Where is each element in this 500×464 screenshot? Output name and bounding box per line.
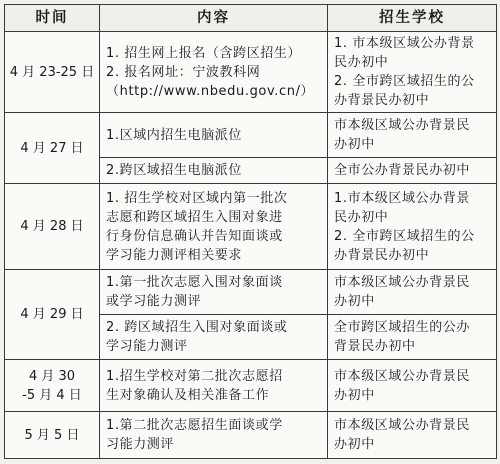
school-line: 2. 全市跨区域招生的公 (334, 74, 475, 89)
content-line: （http://www.nbedu.gov.cn/） (106, 83, 315, 99)
content-line: 习能力测评 (106, 437, 175, 452)
content-line: 学习能力测评相关要求 (106, 247, 243, 263)
school-line: 民办初中 (334, 55, 389, 70)
school-line: 民办初中 (334, 209, 389, 225)
school-cell (328, 184, 497, 270)
content-line: 1. 招生学校对区域内第一批次 (106, 190, 288, 206)
table-row (5, 113, 497, 158)
school-line: 2. 全市跨区域招生的公 (334, 228, 475, 244)
school-line: 办初中 (334, 387, 375, 403)
time-cell (5, 412, 100, 459)
content-line: 行身份信息确认并告知面谈或 (106, 228, 283, 244)
header-school: 招生学校 (328, 5, 497, 32)
time-cell (5, 184, 100, 270)
content-cell (100, 158, 328, 184)
content-cell (100, 412, 328, 459)
time-text: -5 月 4 日 (22, 387, 82, 403)
school-line: 背景民办初中 (334, 339, 416, 354)
time-text: 4 月 28 日 (20, 219, 84, 234)
content-line: 1.第二批次志愿招生面谈或学 (106, 418, 283, 433)
school-line: 市本级区域公办背景民 (334, 118, 471, 133)
content-line: 2. 跨区域招生入围对象面谈或 (106, 320, 288, 335)
table-row (5, 184, 497, 270)
content-cell (100, 360, 328, 412)
content-cell (100, 32, 328, 113)
time-text: 5 月 5 日 (24, 427, 80, 443)
header-time: 时间 (5, 5, 100, 32)
school-cell (328, 315, 497, 360)
time-cell (5, 113, 100, 184)
time-text: 4 月 27 日 (20, 140, 84, 156)
content-line: 或学习能力测评 (106, 294, 202, 309)
school-cell (328, 158, 497, 184)
content-cell (100, 270, 328, 315)
content-cell (100, 184, 328, 270)
school-line: 办初中 (334, 137, 375, 152)
school-line: 办背景民办初中 (334, 247, 430, 263)
school-line: 办背景民办初中 (334, 93, 430, 108)
time-cell (5, 270, 100, 360)
table-row (5, 270, 497, 315)
school-cell (328, 32, 497, 113)
content-line: 1. 招生网上报名（含跨区招生） (106, 45, 302, 61)
time-text: 4 月 29 日 (20, 307, 84, 322)
time-text: 4 月 30 (28, 368, 76, 384)
content-line: 1.区域内招生电脑派位 (106, 127, 243, 143)
school-line: 市本级区域公办背景民 (334, 275, 471, 290)
school-line: 1.市本级区域公办背景 (334, 190, 471, 206)
content-line: 1.招生学校对第二批次志愿招 (106, 368, 283, 384)
time-cell (5, 360, 100, 412)
school-line: 市本级区域公办背景民 (334, 368, 471, 384)
table-row (5, 32, 497, 113)
header-row (5, 5, 497, 32)
school-line: 办初中 (334, 294, 375, 309)
content-line: 2. 报名网址：宁波教科网 (106, 64, 261, 80)
content-line: 2.跨区域招生电脑派位 (106, 163, 243, 178)
enrollment-schedule-table (4, 4, 497, 459)
school-line: 1. 市本级区域公办背景 (334, 36, 475, 51)
content-line: 学习能力测评 (106, 339, 188, 354)
time-cell (5, 32, 100, 113)
school-cell (328, 360, 497, 412)
school-cell (328, 270, 497, 315)
time-text: 4 月 23-25 日 (9, 64, 95, 80)
table-row (5, 412, 497, 459)
table-row (5, 360, 497, 412)
school-line: 全市公办背景民办初中 (334, 163, 471, 178)
school-line: 办初中 (334, 437, 375, 452)
school-line: 全市跨区域招生的公办 (334, 320, 471, 335)
school-cell (328, 412, 497, 459)
school-cell (328, 113, 497, 158)
header-content: 内容 (100, 5, 328, 32)
content-line: 生对象确认及相关准备工作 (106, 387, 270, 403)
content-line: 志愿和跨区域招生入围对象进 (106, 209, 283, 225)
school-line: 市本级区域公办背景民 (334, 418, 471, 433)
content-cell (100, 315, 328, 360)
content-cell (100, 113, 328, 158)
content-line: 1.第一批次志愿入围对象面谈 (106, 275, 283, 290)
